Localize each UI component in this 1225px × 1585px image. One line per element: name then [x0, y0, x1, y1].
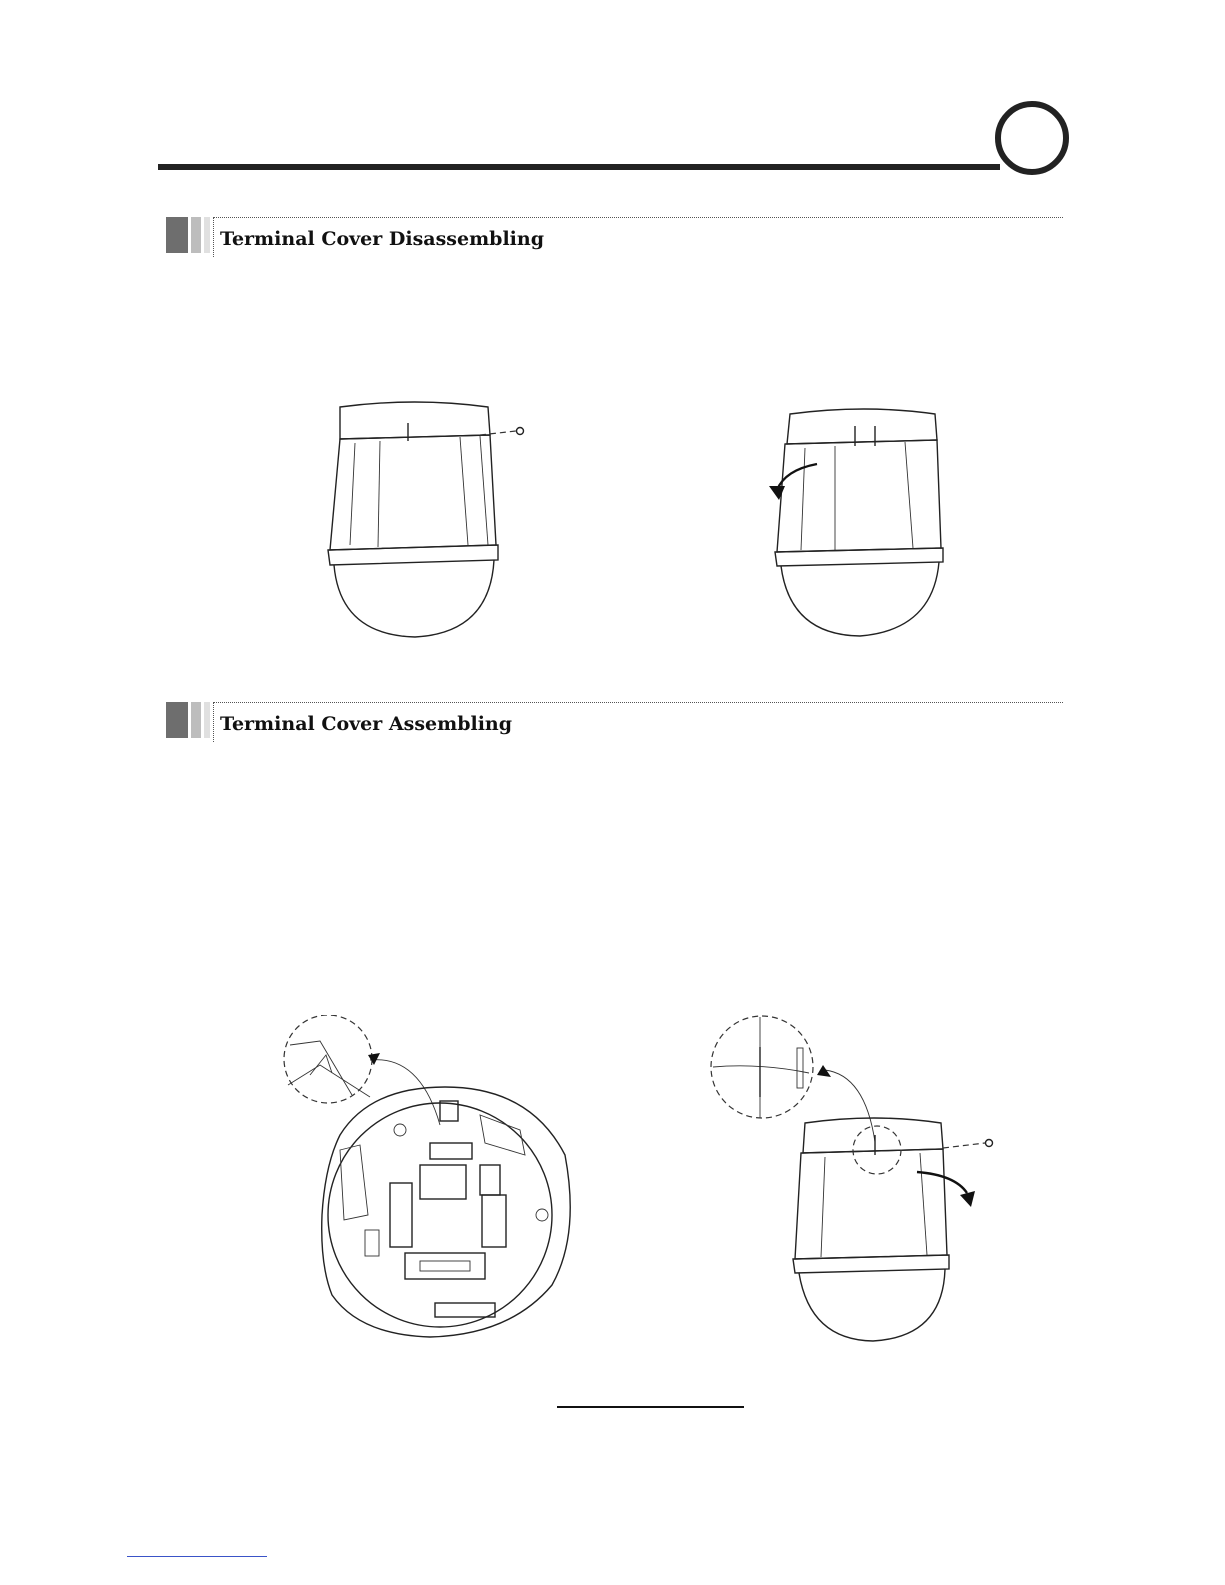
base-plate-illustration [280, 1015, 580, 1345]
header-rule [158, 164, 1000, 170]
section-title: Terminal Cover Assembling [220, 713, 513, 735]
section-marker-bars-icon [166, 217, 188, 253]
footer-rule [557, 1406, 744, 1408]
section-marker-bars-icon [166, 702, 188, 738]
link-underline [127, 1556, 267, 1557]
section-header-disassembling [166, 217, 1066, 257]
chapter-circle-icon [995, 101, 1069, 175]
camera-housing-rotate-illustration [755, 400, 955, 645]
section-header-assembling [166, 702, 1066, 742]
camera-housing-assemble-illustration [705, 1015, 1005, 1350]
camera-housing-illustration [320, 395, 540, 645]
section-title: Terminal Cover Disassembling [220, 228, 544, 250]
